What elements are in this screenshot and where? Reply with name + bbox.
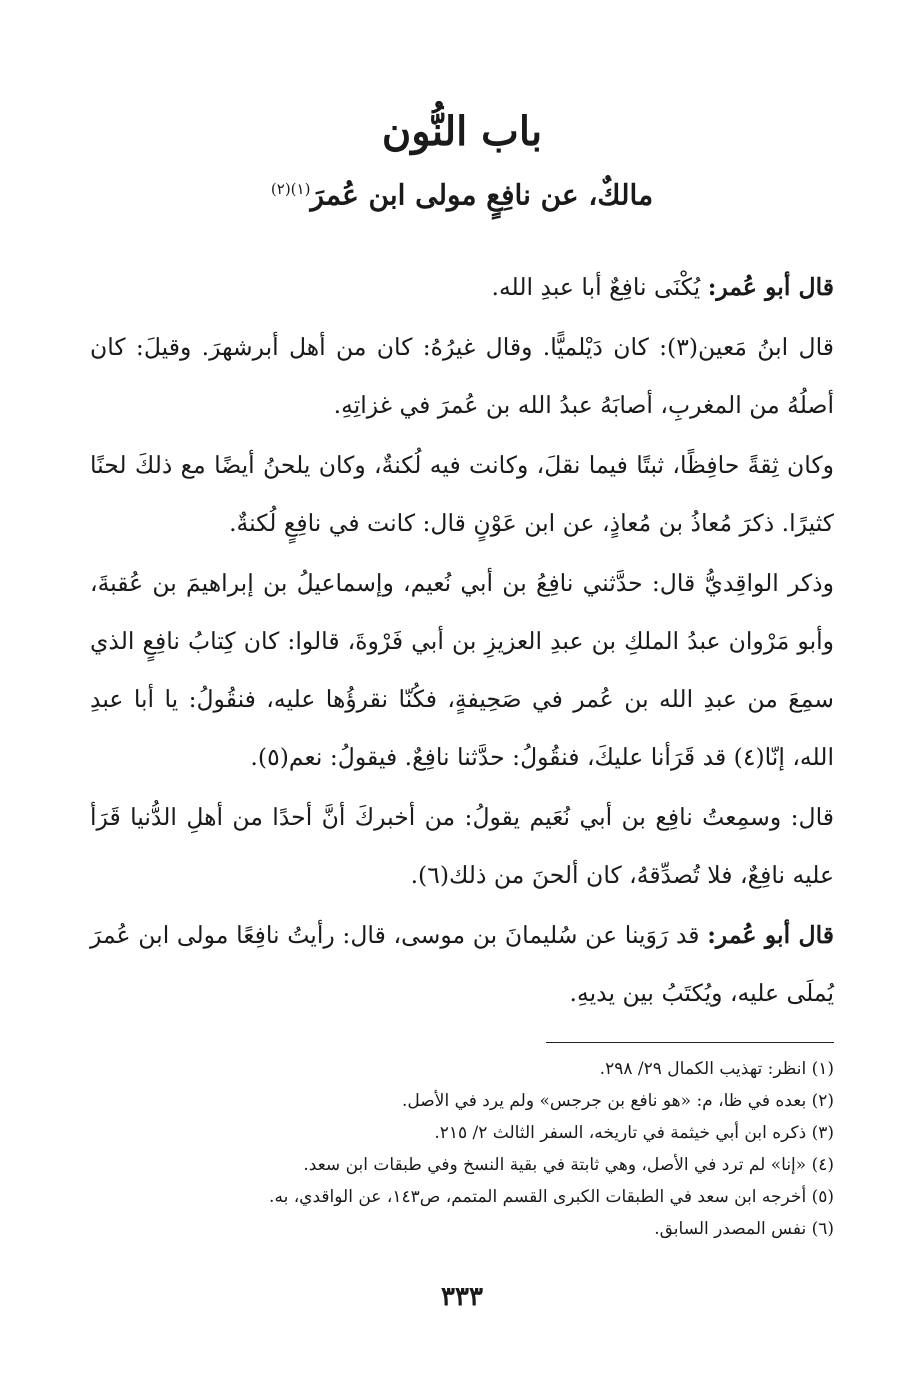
body-text [90, 258, 834, 1022]
paragraph-text: وكان ثِقةً حافِظًا، ثبتًا فيما نقلَ، وكانت فيه لُكنةٌ، وكان يلحنُ أيضًا مع ذلكَ لحنًا كثيرًا. ذكرَ مُعاذُ بن مُعاذٍ، عن ابن عَوْنٍ قال: كانت في نافِعٍ لُكنةٌ. [90, 451, 834, 538]
paragraph-text: قد رَوَينا عن سُليمانَ بن موسى، قال: رأيتُ نافِعًا مولى ابن عُمرَ يُملَى عليه، ويُكتَبُ بين يديهِ. [90, 921, 834, 1008]
footnote: (٥) أخرجه ابن سعد في الطبقات الكبرى القسم المتمم، ص١٤٣، عن الواقدي، به. [269, 1187, 834, 1208]
paragraph-label: قال أبو عُمر: [707, 273, 834, 302]
page-number: ٣٣٣ [441, 1282, 483, 1312]
paragraph-text: يُكْنَى نافِعٌ أبا عبدِ الله. [491, 273, 708, 302]
paragraph [90, 318, 834, 434]
paragraph-text: قال ابنُ مَعين(٣): كان دَيْلميًّا. وقال غيرُهُ: كان من أهل أبرشهرَ. وقيلَ: كان أصلُهُ من المغربِ، أصابَهُ عبدُ الله بن عُمرَ في غزاتِهِ. [90, 333, 834, 420]
paragraph [90, 788, 834, 904]
footnotes [90, 1053, 834, 1245]
footnote: (٣) ذكره ابن أبي خيثمة في تاريخه، السفر الثالث ٢/ ٢١٥. [434, 1123, 834, 1144]
section-footnote-refs: (١)(٢) [270, 180, 311, 198]
footnote: (٢) بعده في ظا، م: «هو نافع بن جرجس» ولم يرد في الأصل. [402, 1091, 834, 1112]
footnote: (٦) نفس المصدر السابق. [654, 1219, 834, 1240]
book-page [90, 100, 834, 1245]
paragraph [90, 258, 834, 316]
footnote: (٤) «إنا» لم ترد في الأصل، وهي ثابتة في بقية النسخ وفي طبقات ابن سعد. [303, 1155, 834, 1176]
paragraph [90, 436, 834, 552]
paragraph [90, 906, 834, 1022]
footnote: (١) انظر: تهذيب الكمال ٢٩/ ٢٩٨. [599, 1059, 834, 1080]
section-title [90, 164, 834, 220]
chapter-title: باب النُّون [381, 108, 543, 155]
paragraph-text: قال: وسمِعتُ نافِع بن أبي نُعَيم يقولُ: من أخبركَ أنَّ أحدًا من أهلِ الدُّنيا قَرَأ عليه نافِعٌ، فلا تُصدِّقهُ، كان ألحنَ من ذلك(٦). [90, 803, 834, 890]
paragraph-text: وذكر الواقِديُّ قال: حدَّثني نافِعُ بن أبي نُعيم، وإسماعيلُ بن إبراهيمَ بن عُقبةَ، وأبو مَرْوان عبدُ الملكِ بن عبدِ العزيزِ بن أبي فَرْوةَ، قالوا: كان كِتابُ نافِعٍ الذي سمِعَ من عبدِ الله بن عُمر في صَحِيفةٍ، فكُنّا نقرؤُها عليه، فنقُولُ: يا أبا عبدِ الله، إنّا(٤) قد قَرَأنا عليكَ، فنقُولُ: حدَّثنا نافِعٌ. فيقولُ: نعم(٥). [90, 569, 834, 772]
paragraph-label: قال أبو عُمر: [707, 921, 834, 950]
section-title-text: مالكٌ، عن نافِعٍ مولى ابن عُمرَ [310, 178, 654, 212]
paragraph [90, 554, 834, 786]
footnote-divider [546, 1042, 834, 1043]
